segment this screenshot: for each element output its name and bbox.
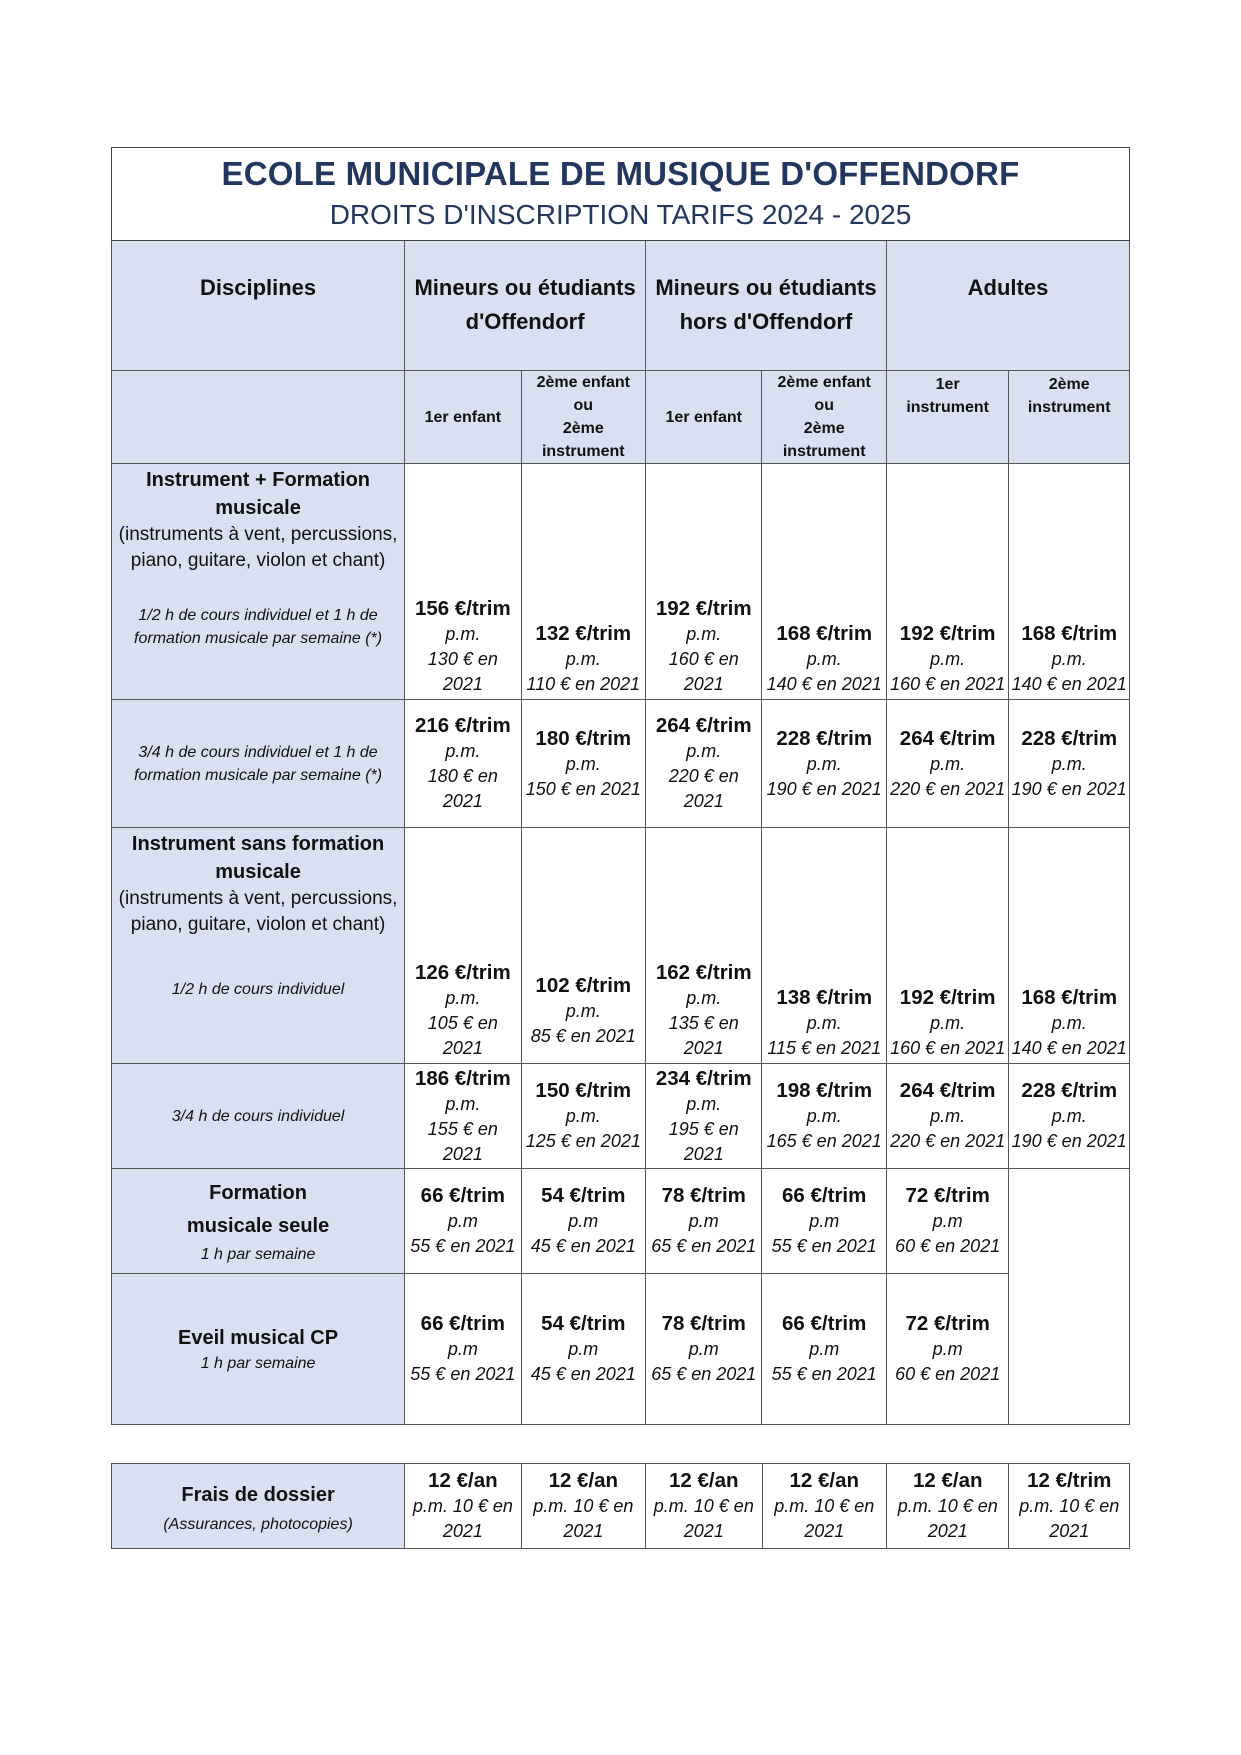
fees-title: Frais de dossier: [181, 1483, 335, 1506]
price-cell: 54 €/trim p.m 45 € en 2021: [521, 1169, 645, 1274]
price-cell: 228 €/trim p.m. 190 € en 2021: [762, 700, 886, 828]
discipline-detail: (instruments à vent, percussions, piano, guitare, violon et chant): [118, 888, 398, 935]
discipline-instrument-formation-34: [112, 700, 405, 828]
price-cell: 216 €/trim p.m. 180 € en 2021: [405, 700, 521, 828]
price-cell: 150 €/trim p.m. 125 € en 2021: [521, 1064, 645, 1169]
price-cell: 138 €/trim p.m. 115 € en 2021: [762, 828, 886, 1064]
fee-cell: 12 €/an p.m. 10 € en 2021: [521, 1464, 645, 1549]
fee-cell: 12 €/an p.m. 10 € en 2021: [887, 1464, 1009, 1549]
price-cell: 102 €/trim p.m. 85 € en 2021: [521, 828, 645, 1064]
price-cell: 180 €/trim p.m. 150 € en 2021: [521, 700, 645, 828]
price-cell: 192 €/trim p.m. 160 € en 2021: [886, 464, 1008, 700]
discipline-note: 1 h par semaine: [200, 1245, 316, 1263]
tariff-table: [111, 147, 1130, 1425]
price-cell: 228 €/trim p.m. 190 € en 2021: [1009, 700, 1130, 828]
title-cell: [112, 148, 1130, 241]
subheader-empty: [112, 371, 405, 464]
discipline-note: 1/2 h de cours individuel et 1 h de formation musicale par semaine (*): [134, 607, 383, 647]
subheader-2eme-enfant-hors: 2ème enfant ou 2ème instrument: [762, 371, 886, 464]
price-cell: 66 €/trim p.m 55 € en 2021: [405, 1169, 521, 1274]
fee-cell: 12 €/an p.m. 10 € en 2021: [646, 1464, 762, 1549]
page-title: ECOLE MUNICIPALE DE MUSIQUE D'OFFENDORF: [221, 155, 1020, 192]
price-cell: 168 €/trim p.m. 140 € en 2021: [1009, 464, 1130, 700]
fees-note: (Assurances, photocopies): [163, 1515, 353, 1533]
subheader-2eme-instrument: 2ème instrument: [1009, 371, 1130, 464]
price-cell: 168 €/trim p.m. 140 € en 2021: [1009, 828, 1130, 1064]
subheader-2eme-enfant: 2ème enfant ou 2ème instrument: [521, 371, 645, 464]
price-cell: 78 €/trim p.m 65 € en 2021: [646, 1169, 762, 1274]
discipline-title: Eveil musical CP: [178, 1326, 339, 1349]
price-cell: 54 €/trim p.m 45 € en 2021: [521, 1274, 645, 1425]
subheader-1er-instrument: 1er instrument: [886, 371, 1008, 464]
price-cell: 126 €/trim p.m. 105 € en 2021: [405, 828, 521, 1064]
price-cell: 198 €/trim p.m. 165 € en 2021: [762, 1064, 886, 1169]
discipline-instrument-formation: [112, 464, 405, 700]
page-subtitle: DROITS D'INSCRIPTION TARIFS 2024 - 2025: [329, 199, 912, 230]
fee-cell: 12 €/an p.m. 10 € en 2021: [762, 1464, 886, 1549]
fee-cell: 12 €/an p.m. 10 € en 2021: [405, 1464, 521, 1549]
discipline-title: Instrument sans formation musicale: [131, 833, 385, 883]
header-group-offendorf: Mineurs ou étudiants d'Offendorf: [405, 241, 646, 371]
price-cell: 264 €/trim p.m. 220 € en 2021: [886, 700, 1008, 828]
header-group-adultes: Adultes: [886, 241, 1129, 371]
price-cell: 132 €/trim p.m. 110 € en 2021: [521, 464, 645, 700]
price-cell: 66 €/trim p.m 55 € en 2021: [405, 1274, 521, 1425]
discipline-detail: (instruments à vent, percussions, piano, guitare, violon et chant): [118, 524, 398, 571]
price-cell: 156 €/trim p.m. 130 € en 2021: [405, 464, 521, 700]
discipline-eveil-musical: [112, 1274, 405, 1425]
price-cell: 78 €/trim p.m 65 € en 2021: [646, 1274, 762, 1425]
header-group-hors-offendorf: Mineurs ou étudiants hors d'Offendorf: [646, 241, 887, 371]
discipline-title: Instrument + Formation musicale: [146, 469, 371, 519]
price-cell: 234 €/trim p.m. 195 € en 2021: [646, 1064, 762, 1169]
price-cell: 228 €/trim p.m. 190 € en 2021: [1009, 1064, 1130, 1169]
discipline-note: 1/2 h de cours individuel: [171, 981, 345, 998]
price-cell: 168 €/trim p.m. 140 € en 2021: [762, 464, 886, 700]
discipline-note: 3/4 h de cours individuel: [171, 1107, 345, 1125]
discipline-title: Formation musicale seule: [186, 1181, 330, 1237]
discipline-formation-seule: [112, 1169, 405, 1274]
price-cell: 72 €/trim p.m 60 € en 2021: [886, 1274, 1008, 1425]
price-cell: 66 €/trim p.m 55 € en 2021: [762, 1169, 886, 1274]
price-cell: 66 €/trim p.m 55 € en 2021: [762, 1274, 886, 1425]
price-cell: 72 €/trim p.m 60 € en 2021: [886, 1169, 1008, 1274]
discipline-instrument-sans-formation: [112, 828, 405, 1064]
price-cell: 264 €/trim p.m. 220 € en 2021: [886, 1064, 1008, 1169]
discipline-instrument-sans-formation-34: [112, 1064, 405, 1169]
price-cell: 162 €/trim p.m. 135 € en 2021: [646, 828, 762, 1064]
discipline-note: 3/4 h de cours individuel et 1 h de formation musicale par semaine (*): [134, 743, 383, 784]
fees-label: [112, 1464, 405, 1549]
price-cell: 264 €/trim p.m. 220 € en 2021: [646, 700, 762, 828]
fee-cell: 12 €/trim p.m. 10 € en 2021: [1009, 1464, 1130, 1549]
fees-table: [111, 1463, 1130, 1549]
subheader-1er-enfant: 1er enfant: [405, 371, 521, 464]
subheader-1er-enfant-hors: 1er enfant: [646, 371, 762, 464]
price-cell: 192 €/trim p.m. 160 € en 2021: [886, 828, 1008, 1064]
discipline-note: 1 h par semaine: [200, 1354, 316, 1372]
price-cell: 186 €/trim p.m. 155 € en 2021: [405, 1064, 521, 1169]
empty-cell: [1009, 1169, 1130, 1425]
header-disciplines: Disciplines: [112, 241, 405, 371]
price-cell: 192 €/trim p.m. 160 € en 2021: [646, 464, 762, 700]
